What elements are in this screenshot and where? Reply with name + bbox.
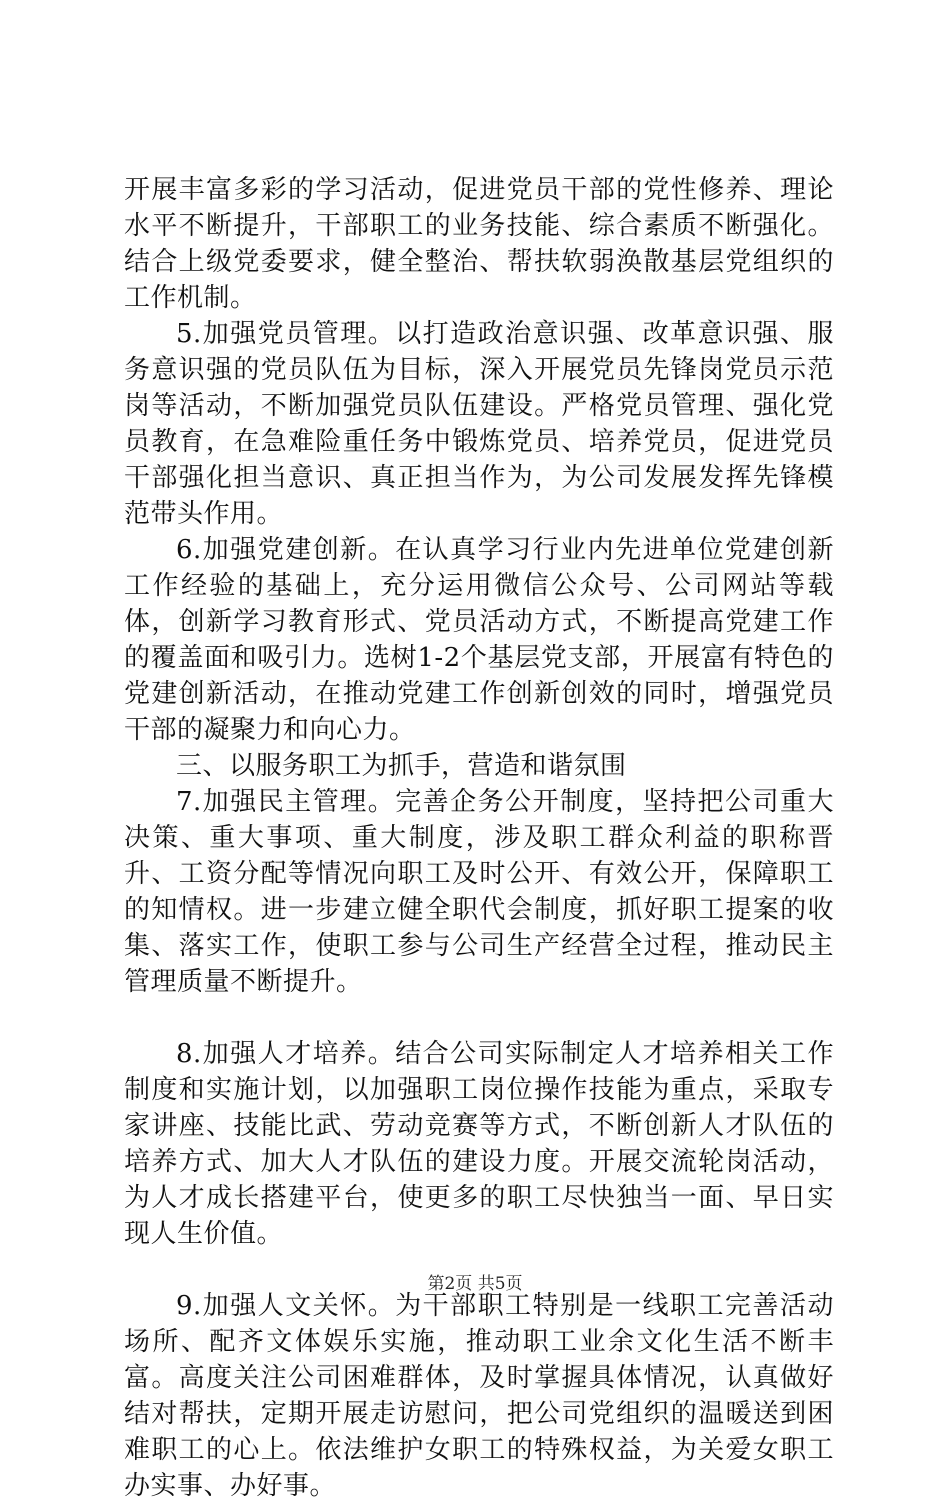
paragraph-continuation: 开展丰富多彩的学习活动，促进党员干部的党性修养、理论水平不断提升，干部职工的业务技能、综合素质不断强化。结合上级党委要求，健全整治、帮扶软弱涣散基层党组织的工作机制。 bbox=[124, 175, 834, 313]
paragraph-item-8: 8.加强人才培养。结合公司实际制定人才培养相关工作制度和实施计划，以加强职工岗位操作技能为重点，采取专家讲座、技能比武、劳动竞赛等方式，不断创新人才队伍的培养方式、加大人才队伍的建设力度。开展交流轮岗活动，为人才成长搭建平台，使更多的职工尽快独当一面、早日实现人生价值。 bbox=[124, 1039, 834, 1249]
paragraph-item-5: 5.加强党员管理。以打造政治意识强、改革意识强、服务意识强的党员队伍为目标，深入开展党员先锋岗党员示范岗等活动，不断加强党员队伍建设。严格党员管理、强化党员教育，在急难险重任务中锻炼党员、培养党员，促进党员干部强化担当意识、真正担当作为，为公司发展发挥先锋模范带头作用。 bbox=[124, 319, 834, 529]
paragraph-item-9: 9.加强人文关怀。为干部职工特别是一线职工完善活动场所、配齐文体娱乐实施，推动职工业余文化生活不断丰富。高度关注公司困难群体，及时掌握具体情况，认真做好结对帮扶，定期开展走访慰问，把公司党组织的温暖送到困难职工的心上。依法维护女职工的特殊权益，为关爱女职工办实事、办好事。 bbox=[124, 1291, 834, 1501]
document-body bbox=[124, 172, 834, 1504]
paragraph-item-6: 6.加强党建创新。在认真学习行业内先进单位党建创新工作经验的基础上，充分运用微信公众号、公司网站等载体，创新学习教育形式、党员活动方式，不断提高党建工作的覆盖面和吸引力。选树1-2个基层党支部，开展富有特色的党建创新活动，在推动党建工作创新创效的同时，增强党员干部的凝聚力和向心力。 bbox=[124, 535, 834, 745]
page-number-footer: 第2页 共5页 bbox=[427, 1274, 523, 1294]
section-heading-3: 三、以服务职工为抓手，营造和谐氛围 bbox=[176, 751, 627, 781]
paragraph-item-7: 7.加强民主管理。完善企务公开制度，坚持把公司重大决策、重大事项、重大制度，涉及职工群众利益的职称晋升、工资分配等情况向职工及时公开、有效公开，保障职工的知情权。进一步建立健全职代会制度，抓好职工提案的收集、落实工作，使职工参与公司生产经营全过程，推动民主管理质量不断提升。 bbox=[124, 787, 834, 997]
